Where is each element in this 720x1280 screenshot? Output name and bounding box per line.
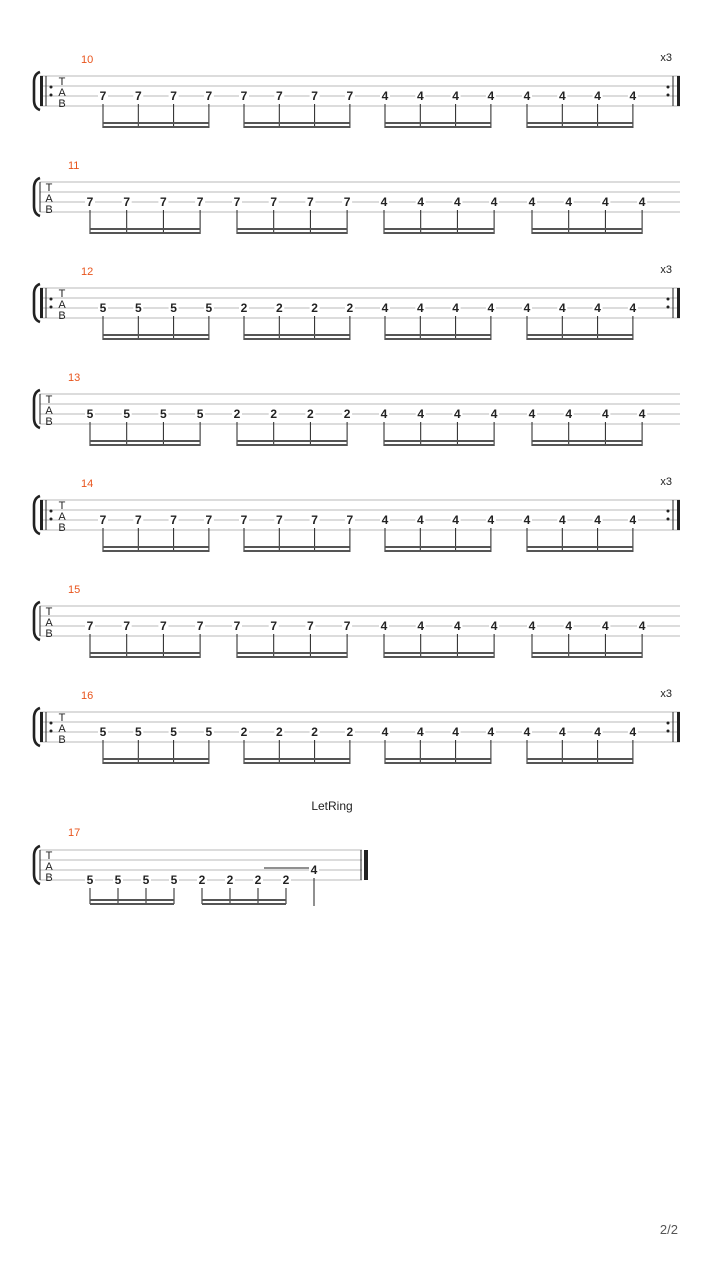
fret-number: 2	[254, 873, 262, 887]
beam	[527, 334, 633, 336]
tab-clef-letter: T	[58, 500, 66, 512]
fret-number: 2	[275, 301, 283, 315]
repeat-start-thick-bar	[40, 76, 43, 106]
fret-number: 4	[558, 89, 566, 103]
fret-number: 5	[205, 301, 213, 315]
beam	[90, 656, 200, 658]
tab-clef-letter: B	[58, 734, 66, 746]
fret-number: 4	[558, 301, 566, 315]
fret-number: 4	[523, 89, 531, 103]
fret-number: 2	[346, 725, 354, 739]
fret-number: 5	[114, 873, 122, 887]
fret-number: 5	[196, 407, 204, 421]
fret-number: 7	[99, 513, 107, 527]
fret-number: 7	[134, 513, 142, 527]
fret-number: 4	[523, 513, 531, 527]
repeat-dot	[50, 86, 53, 89]
beam	[90, 228, 200, 230]
tab-clef-letter: T	[58, 76, 66, 88]
fret-number: 7	[196, 195, 204, 209]
fret-number: 5	[123, 407, 131, 421]
beam	[385, 758, 491, 760]
beam	[384, 228, 494, 230]
tab-system	[34, 372, 680, 446]
fret-number: 4	[487, 89, 495, 103]
fret-number: 7	[346, 89, 354, 103]
fret-number: 4	[416, 89, 424, 103]
fret-number: 7	[123, 619, 131, 633]
beam	[527, 338, 633, 340]
fret-number: 4	[454, 619, 461, 633]
repeat-dot	[50, 510, 53, 513]
fret-number: 7	[205, 89, 213, 103]
fret-number: 4	[523, 725, 531, 739]
repeat-dot	[50, 730, 53, 733]
beam	[103, 758, 209, 760]
fret-number: 4	[416, 513, 424, 527]
tab-clef-letter: B	[45, 872, 53, 884]
fret-number: 5	[170, 873, 178, 887]
beam	[244, 126, 350, 128]
fret-number: 5	[134, 301, 142, 315]
fret-number: 7	[307, 619, 314, 633]
beam	[90, 903, 174, 905]
fret-number: 2	[270, 407, 278, 421]
tab-clef-letter: T	[45, 850, 53, 862]
beam	[103, 126, 209, 128]
beam	[244, 546, 350, 548]
fret-number: 4	[594, 89, 601, 103]
beam	[103, 762, 209, 764]
repeat-dot	[50, 94, 53, 97]
beam	[527, 546, 633, 548]
tab-system	[34, 476, 680, 552]
tab-clef-letter: B	[58, 522, 66, 534]
beam	[103, 334, 209, 336]
system-bracket	[34, 602, 40, 640]
tab-system	[34, 160, 680, 234]
beam	[244, 334, 350, 336]
measure-number: 15	[68, 584, 81, 596]
fret-number-final: 4	[310, 863, 318, 877]
fret-number: 7	[343, 195, 351, 209]
fret-number: 7	[233, 619, 241, 633]
fret-number: 2	[343, 407, 351, 421]
fret-number: 4	[523, 301, 531, 315]
fret-number: 7	[346, 513, 354, 527]
repeat-end-thick-bar	[677, 500, 680, 530]
fret-number: 4	[629, 725, 637, 739]
measure-number: 10	[81, 54, 94, 66]
fret-number: 4	[638, 407, 646, 421]
tab-clef-letter: B	[58, 310, 66, 322]
beam	[384, 656, 494, 658]
repeat-count-label: x3	[660, 52, 672, 64]
fret-number: 7	[160, 195, 167, 209]
beam	[237, 232, 347, 234]
fret-number: 5	[99, 301, 107, 315]
fret-number: 4	[380, 195, 388, 209]
tab-clef-letter: A	[45, 617, 53, 629]
fret-number: 4	[487, 301, 495, 315]
beam	[385, 550, 491, 552]
repeat-dot	[667, 86, 670, 89]
beam	[244, 550, 350, 552]
system-bracket	[34, 72, 40, 110]
fret-number: 5	[86, 873, 94, 887]
fret-number: 4	[487, 513, 495, 527]
tab-clef-letter: A	[45, 861, 53, 873]
fret-number: 4	[452, 513, 459, 527]
fret-number: 4	[594, 513, 601, 527]
system-bracket	[34, 708, 40, 746]
beam	[90, 899, 174, 901]
beam	[385, 122, 491, 124]
tab-system	[34, 52, 680, 128]
system-bracket	[34, 496, 40, 534]
beam	[532, 656, 642, 658]
fret-number: 7	[311, 89, 318, 103]
page-number: 2/2	[659, 1222, 678, 1237]
fret-number: 4	[380, 407, 388, 421]
fret-number: 4	[417, 407, 425, 421]
fret-number: 4	[417, 195, 425, 209]
tab-system-final	[34, 799, 368, 906]
fret-number: 4	[490, 195, 498, 209]
fret-number: 7	[99, 89, 107, 103]
beam	[385, 338, 491, 340]
beam	[90, 232, 200, 234]
fret-number: 4	[528, 619, 536, 633]
fret-number: 4	[487, 725, 495, 739]
fret-number: 7	[170, 89, 177, 103]
repeat-dot	[667, 518, 670, 521]
fret-number: 4	[565, 619, 573, 633]
fret-number: 7	[270, 195, 278, 209]
fret-number: 2	[311, 301, 318, 315]
fret-number: 7	[311, 513, 318, 527]
fret-number: 5	[99, 725, 107, 739]
measure-number: 17	[68, 827, 81, 839]
fret-number: 2	[233, 407, 241, 421]
tab-clef-letter: T	[45, 606, 53, 618]
system-bracket	[34, 390, 40, 428]
beam	[244, 758, 350, 760]
fret-number: 4	[381, 301, 389, 315]
beam	[532, 228, 642, 230]
fret-number: 4	[381, 89, 389, 103]
tab-clef-letter: T	[58, 712, 66, 724]
tab-system	[34, 264, 680, 340]
tab-clef-letter: A	[45, 193, 53, 205]
measure-number: 12	[81, 266, 94, 278]
tab-clef-letter: A	[58, 87, 66, 99]
tab-clef-letter: A	[58, 723, 66, 735]
fret-number: 4	[380, 619, 388, 633]
system-bracket	[34, 284, 40, 322]
beam	[237, 652, 347, 654]
let-ring-annotation: LetRing	[311, 799, 353, 813]
tab-clef-letter: B	[58, 98, 66, 110]
fret-number: 4	[558, 725, 566, 739]
beam	[90, 444, 200, 446]
beam	[527, 762, 633, 764]
fret-number: 4	[565, 407, 573, 421]
fret-number: 4	[528, 407, 536, 421]
fret-number: 4	[594, 725, 601, 739]
beam	[527, 758, 633, 760]
repeat-dot	[667, 722, 670, 725]
fret-number: 2	[282, 873, 290, 887]
system-bracket	[34, 178, 40, 216]
fret-number: 7	[343, 619, 351, 633]
fret-number: 4	[629, 301, 637, 315]
tab-clef-letter: T	[45, 394, 53, 406]
fret-number: 7	[196, 619, 204, 633]
fret-number: 2	[311, 725, 318, 739]
beam	[384, 232, 494, 234]
beam	[384, 440, 494, 442]
beam	[244, 338, 350, 340]
fret-number: 7	[205, 513, 213, 527]
repeat-count-label: x3	[660, 264, 672, 276]
fret-number: 4	[452, 89, 459, 103]
fret-number: 4	[638, 619, 646, 633]
beam	[384, 444, 494, 446]
final-thick-bar	[364, 850, 368, 880]
fret-number: 4	[638, 195, 646, 209]
fret-number: 2	[307, 407, 314, 421]
fret-number: 7	[160, 619, 167, 633]
fret-number: 2	[240, 301, 248, 315]
beam	[527, 126, 633, 128]
fret-number: 2	[346, 301, 354, 315]
fret-number: 4	[629, 89, 637, 103]
fret-number: 2	[240, 725, 248, 739]
repeat-end-thick-bar	[677, 712, 680, 742]
fret-number: 2	[198, 873, 206, 887]
fret-number: 7	[86, 619, 94, 633]
tab-clef-letter: B	[45, 204, 53, 216]
fret-number: 7	[170, 513, 177, 527]
repeat-dot	[50, 298, 53, 301]
beam	[527, 122, 633, 124]
beam	[527, 550, 633, 552]
repeat-start-thick-bar	[40, 712, 43, 742]
repeat-count-label: x3	[660, 688, 672, 700]
fret-number: 4	[528, 195, 536, 209]
repeat-dot	[667, 298, 670, 301]
fret-number: 4	[490, 619, 498, 633]
fret-number: 7	[275, 513, 283, 527]
beam	[237, 656, 347, 658]
beam	[103, 122, 209, 124]
beam	[532, 232, 642, 234]
fret-number: 4	[416, 725, 424, 739]
beam	[532, 444, 642, 446]
beam	[237, 440, 347, 442]
fret-number: 5	[205, 725, 213, 739]
fret-number: 4	[452, 301, 459, 315]
tab-system	[34, 688, 680, 764]
tab-system	[34, 584, 680, 658]
repeat-end-thick-bar	[677, 76, 680, 106]
measure-number: 13	[68, 372, 81, 384]
fret-number: 4	[565, 195, 573, 209]
beam	[385, 126, 491, 128]
fret-number: 2	[226, 873, 234, 887]
fret-number: 7	[307, 195, 314, 209]
fret-number: 2	[275, 725, 283, 739]
fret-number: 5	[134, 725, 142, 739]
fret-number: 7	[270, 619, 278, 633]
fret-number: 7	[86, 195, 94, 209]
fret-number: 4	[602, 407, 609, 421]
repeat-dot	[50, 518, 53, 521]
beam	[385, 546, 491, 548]
beam	[237, 228, 347, 230]
beam	[385, 334, 491, 336]
tab-clef-letter: B	[45, 628, 53, 640]
tab-clef-letter: T	[58, 288, 66, 300]
beam	[385, 762, 491, 764]
beam	[244, 762, 350, 764]
repeat-count-label: x3	[660, 476, 672, 488]
fret-number: 4	[602, 195, 609, 209]
tab-clef-letter: A	[58, 299, 66, 311]
tab-clef-letter: A	[58, 511, 66, 523]
fret-number: 5	[142, 873, 150, 887]
beam	[237, 444, 347, 446]
beam	[202, 899, 286, 901]
repeat-dot	[667, 730, 670, 733]
beam	[103, 546, 209, 548]
fret-number: 4	[602, 619, 609, 633]
fret-number: 4	[629, 513, 637, 527]
fret-number: 4	[490, 407, 498, 421]
repeat-start-thick-bar	[40, 500, 43, 530]
fret-number: 7	[134, 89, 142, 103]
fret-number: 4	[417, 619, 425, 633]
tab-clef-letter: B	[45, 416, 53, 428]
beam	[90, 652, 200, 654]
measure-number: 14	[81, 478, 94, 490]
beam	[202, 903, 286, 905]
fret-number: 4	[454, 407, 461, 421]
fret-number: 4	[416, 301, 424, 315]
fret-number: 7	[233, 195, 241, 209]
fret-number: 7	[240, 89, 248, 103]
measure-number: 11	[68, 160, 80, 172]
repeat-dot	[667, 94, 670, 97]
beam	[532, 652, 642, 654]
repeat-dot	[667, 510, 670, 513]
fret-number: 4	[558, 513, 566, 527]
repeat-end-thick-bar	[677, 288, 680, 318]
repeat-dot	[667, 306, 670, 309]
fret-number: 4	[594, 301, 601, 315]
fret-number: 4	[452, 725, 459, 739]
fret-number: 5	[86, 407, 94, 421]
fret-number: 4	[381, 513, 389, 527]
beam	[532, 440, 642, 442]
tab-clef-letter: A	[45, 405, 53, 417]
fret-number: 7	[123, 195, 131, 209]
fret-number: 7	[240, 513, 248, 527]
fret-number: 4	[454, 195, 461, 209]
beam	[244, 122, 350, 124]
repeat-dot	[50, 722, 53, 725]
repeat-start-thick-bar	[40, 288, 43, 318]
beam	[103, 550, 209, 552]
fret-number: 5	[170, 725, 177, 739]
beam	[90, 440, 200, 442]
fret-number: 5	[160, 407, 167, 421]
measure-number: 16	[81, 690, 94, 702]
fret-number: 4	[381, 725, 389, 739]
fret-number: 5	[170, 301, 177, 315]
repeat-dot	[50, 306, 53, 309]
system-bracket	[34, 846, 40, 884]
tab-clef-letter: T	[45, 182, 53, 194]
fret-number: 7	[275, 89, 283, 103]
beam	[103, 338, 209, 340]
beam	[384, 652, 494, 654]
